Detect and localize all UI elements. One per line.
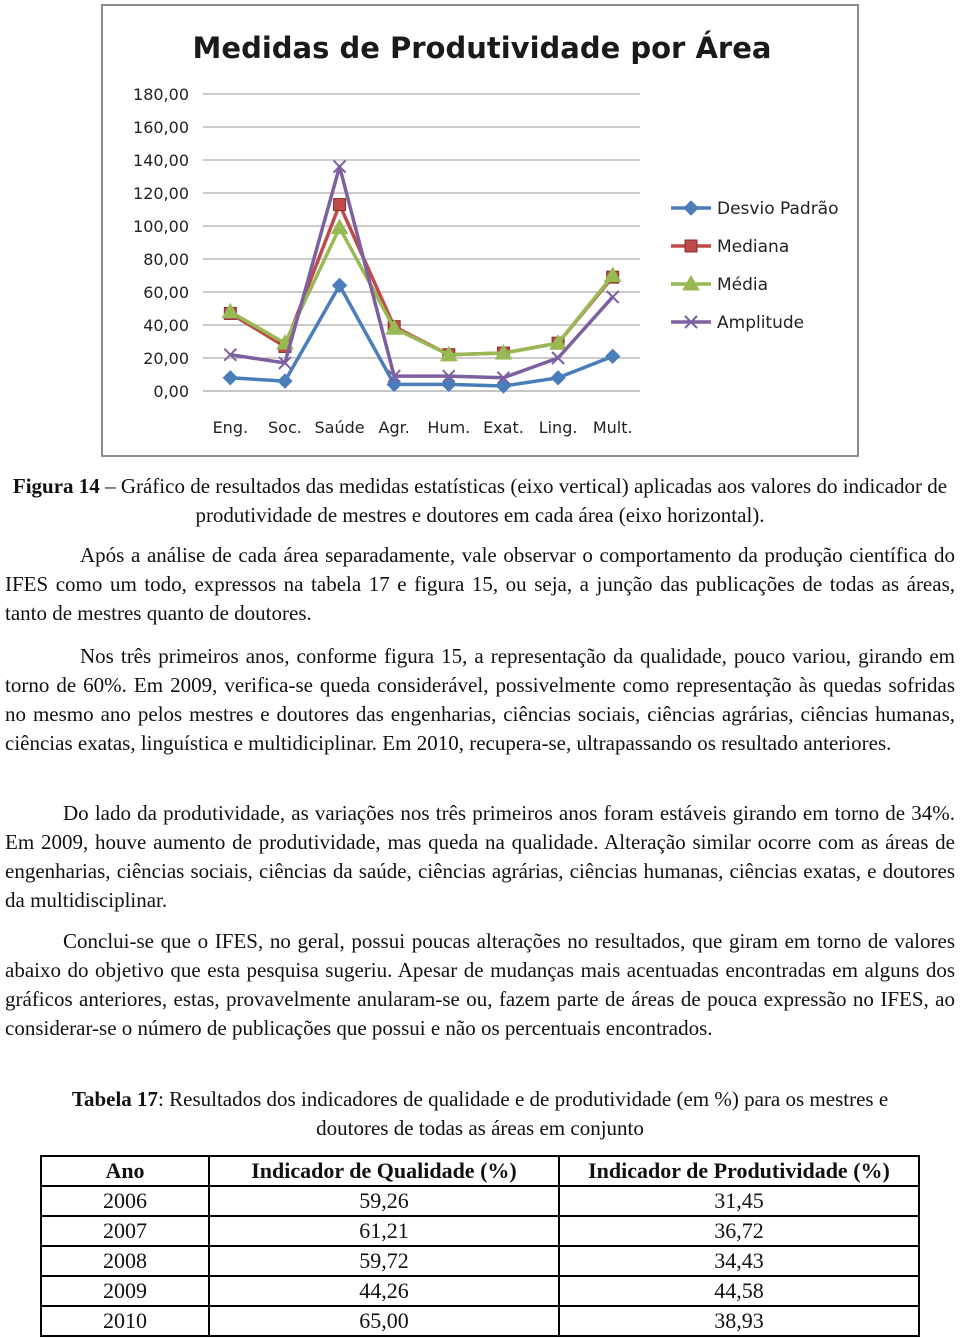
y-tick-label: 80,00 [143,250,189,269]
results-table-wrapper [40,1155,920,1337]
chart-title: Medidas de Produtividade por Área [192,31,772,65]
paragraph-4: Conclui-se que o IFES, no geral, possui poucas alterações no resultados, que giram em torno de valores abaixo do objetivo que esta pesquisa sugeriu. Apesar de mudanças mais acentuadas encontradas em alguns dos gráficos anteriores, estas, provavelmente anularam-se ou, fazem parte de áreas de pouca expressão no IFES, ao considerar-se o número de publicações que possui e não os percentuais encontrados. [5,929,955,1040]
cell-ano: 2007 [41,1216,209,1246]
x-tick-label: Ling. [538,418,578,437]
x-tick-label: Agr. [378,418,410,437]
y-tick-label: 120,00 [133,184,189,203]
cell-produtividade: 38,93 [559,1306,919,1336]
paragraph-1: Após a análise de cada área separadamente, vale observar o comportamento da produção científica do IFES como um todo, expressos na tabela 17 e figura 15, ou seja, a junção das publicações de todas as áreas, tanto de mestres quanto de doutores. [5,543,955,625]
header-produtividade: Indicador de Produtividade (%) [559,1156,919,1186]
cell-ano: 2006 [41,1186,209,1216]
y-tick-label: 140,00 [133,151,189,170]
x-tick-label: Exat. [483,418,524,437]
y-tick-label: 0,00 [153,382,189,401]
table-caption-text: : Resultados dos indicadores de qualidade e de produtividade (em %) para os mestres e doutores de todas as áreas em conjunto [158,1087,889,1140]
cell-produtividade: 31,45 [559,1186,919,1216]
table-header-row [41,1156,919,1186]
header-qualidade: Indicador de Qualidade (%) [209,1156,559,1186]
y-tick-label: 60,00 [143,283,189,302]
cell-qualidade: 59,26 [209,1186,559,1216]
cell-ano: 2009 [41,1276,209,1306]
legend-label: Média [717,275,769,295]
y-tick-label: 40,00 [143,316,189,335]
cell-ano: 2008 [41,1246,209,1276]
cell-produtividade: 36,72 [559,1216,919,1246]
series-1 [224,199,618,361]
table-row [41,1186,919,1216]
cell-ano: 2010 [41,1306,209,1336]
x-tick-label: Soc. [268,418,302,437]
paragraph-2: Nos três primeiros anos, conforme figura 15, a representação da qualidade, pouco variou, girando em torno de 60%. Em 2009, verifica-se queda considerável, possivelmente como representação às quedas sofridas no mesmo ano pelos mestres e doutores das engenharias, ciências sociais, ciências agrárias, ciências humanas, ciências exatas, linguística e multidiciplinar. Em 2010, recupera-se, ultrapassando os resultado anteriores. [5,644,955,755]
data-point-diamond [387,377,401,391]
data-point-diamond [278,374,292,388]
figure-caption [0,472,960,530]
y-tick-label: 100,00 [133,217,189,236]
table-row [41,1216,919,1246]
x-tick-label: Hum. [427,418,471,437]
x-tick-label: Eng. [212,418,249,437]
data-point-diamond [684,201,698,215]
series-line [230,205,612,355]
legend-label: Desvio Padrão [717,199,839,219]
cell-qualidade: 65,00 [209,1306,559,1336]
data-point-x [607,291,619,303]
data-point-diamond [442,377,456,391]
chart-frame [101,4,859,457]
table-caption-label: Tabela 17 [71,1087,159,1111]
cell-qualidade: 44,26 [209,1276,559,1306]
cell-produtividade: 34,43 [559,1246,919,1276]
series-line [230,228,612,355]
data-point-diamond [223,371,237,385]
y-tick-label: 180,00 [133,85,189,104]
legend-label: Amplitude [717,313,805,333]
x-tick-label: Mult. [592,418,633,437]
table-row [41,1246,919,1276]
data-point-square [334,199,346,211]
x-tick-label: Saúde [314,418,365,437]
data-point-square [685,240,697,252]
data-point-diamond [606,349,620,363]
y-tick-label: 20,00 [143,349,189,368]
cell-qualidade: 61,21 [209,1216,559,1246]
paragraph-3: Do lado da produtividade, as variações nos três primeiros anos foram estáveis girando em torno de 34%. Em 2009, houve aumento de produtividade, mas queda na qualidade. Alteração similar ocorre com as áreas de engenharias, ciências sociais, ciências da saúde, ciências agrárias, ciências humanas, ciências exatas, e doutores da multidisciplinar. [5,801,955,912]
cell-produtividade: 44,58 [559,1276,919,1306]
y-tick-label: 160,00 [133,118,189,137]
legend-label: Mediana [717,237,790,257]
table-row [41,1306,919,1336]
figure-caption-label: Figura 14 [12,474,100,498]
table-caption [40,1085,920,1143]
figure-caption-text: – Gráfico de resultados das medidas estatísticas (eixo vertical) aplicadas aos valores do indicador de produtividade de mestres e doutores em cada área (eixo horizontal). [99,474,948,527]
header-ano: Ano [41,1156,209,1186]
line-chart [103,6,857,455]
cell-qualidade: 59,72 [209,1246,559,1276]
data-point-diamond [333,278,347,292]
data-point-diamond [551,371,565,385]
table-row [41,1276,919,1306]
results-table [40,1155,920,1337]
